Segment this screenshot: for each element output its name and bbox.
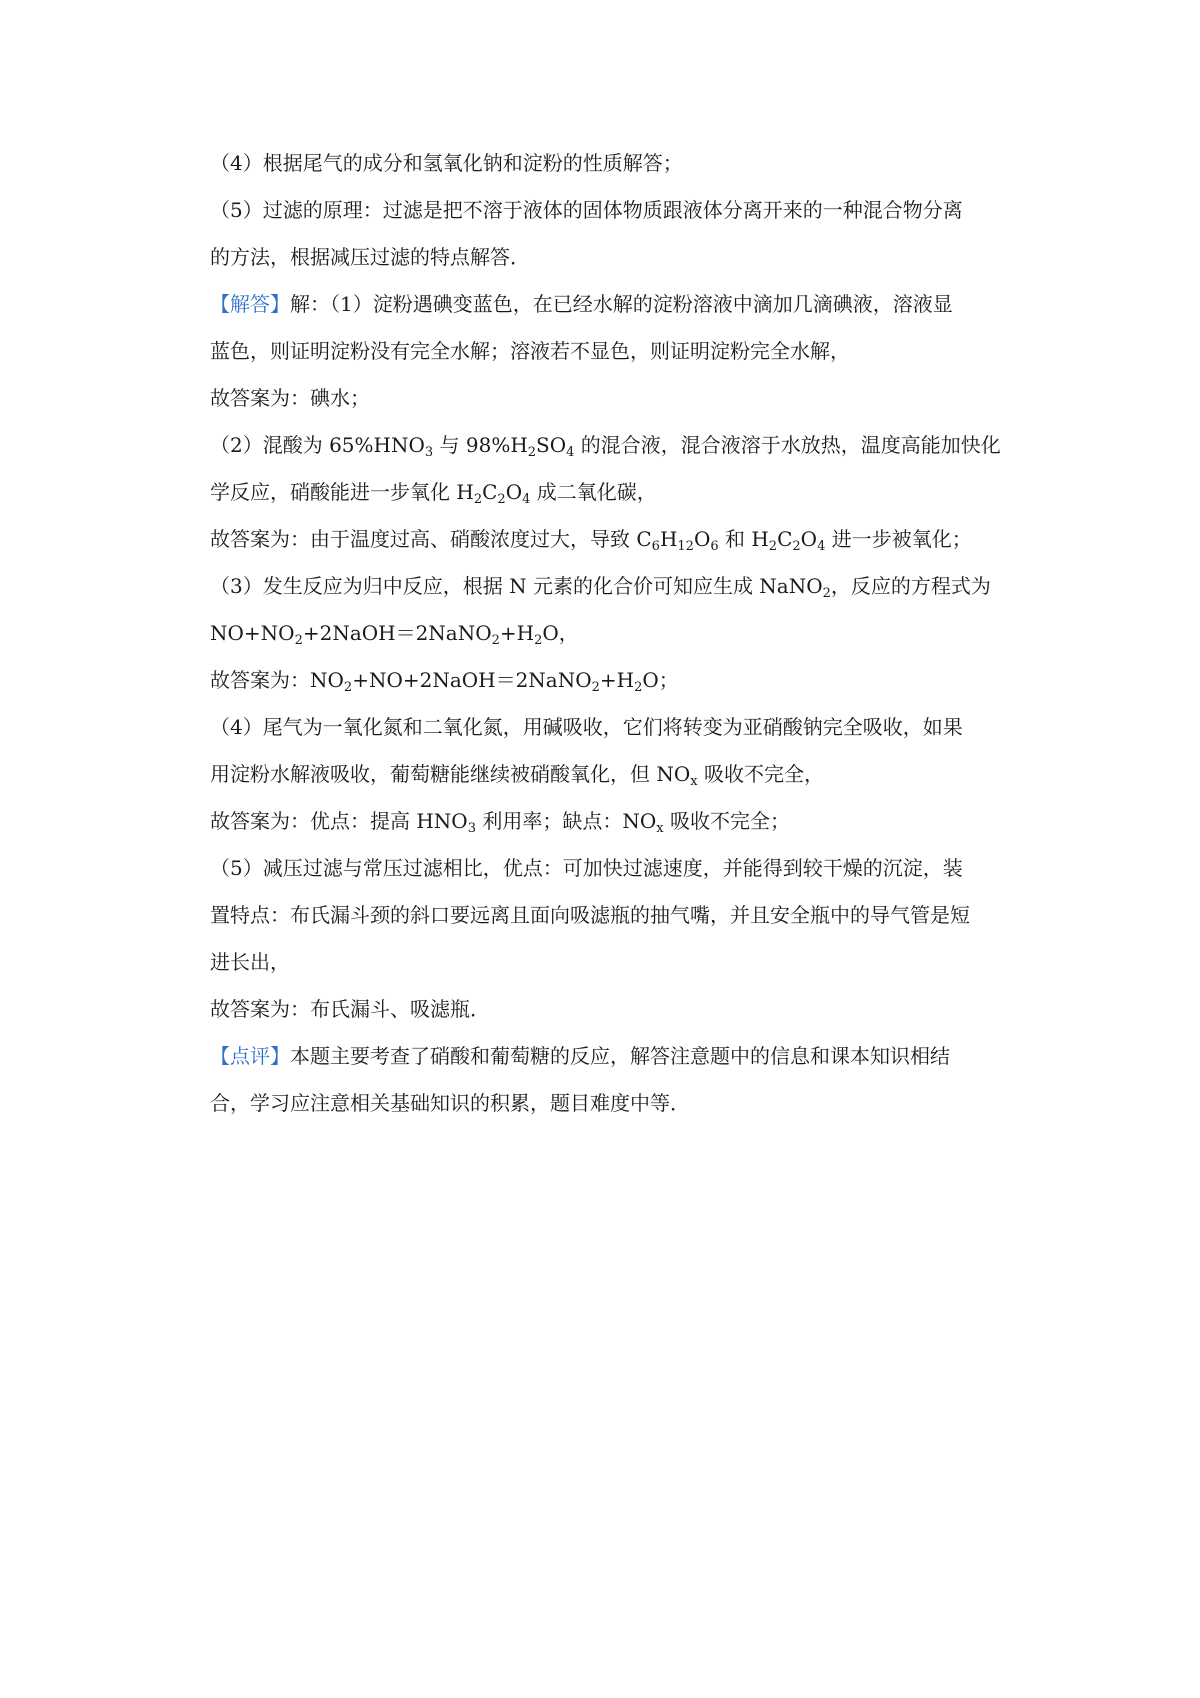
- text-line: [210, 338, 1040, 364]
- text-segment: 学反应，硝酸能进一步氧化 H: [210, 480, 474, 504]
- text-line: [210, 855, 1040, 881]
- text-segment: O，: [542, 621, 579, 645]
- text-line: [210, 291, 1040, 317]
- text-segment: ，反应的方程式为: [830, 574, 991, 598]
- text-segment: SO: [536, 433, 567, 457]
- subscript: 12: [677, 539, 694, 552]
- subscript: 2: [343, 680, 353, 693]
- text-segment: 成二氧化碳，: [530, 480, 657, 504]
- text-line: [210, 1043, 1040, 1069]
- subscript: 4: [522, 492, 531, 505]
- text-segment: +NO+2NaOH＝2NaNO: [352, 668, 592, 692]
- text-segment: （4）尾气为一氧化氮和二氧化氮，用碱吸收，它们将转变为亚硝酸钠完全吸收，如果: [210, 715, 963, 739]
- subscript: 3: [424, 445, 434, 458]
- subscript: 2: [294, 633, 303, 646]
- text-segment: 故答案为：NO: [210, 668, 344, 692]
- text-segment: 的混合液，混合液溶于水放热，温度高能加快化: [574, 433, 1001, 457]
- text-segment: （5）减压过滤与常压过滤相比，优点：可加快过滤速度，并能得到较干燥的沉淀，装: [210, 856, 963, 880]
- text-segment: C: [777, 527, 793, 551]
- subscript: 2: [534, 633, 543, 646]
- subscript: 6: [651, 539, 660, 552]
- subscript: x: [656, 821, 664, 834]
- text-segment: 故答案为：优点：提高 HNO: [210, 809, 468, 833]
- subscript: 2: [768, 539, 778, 552]
- text-line: [210, 432, 1040, 458]
- text-segment: 用淀粉水解液吸收，葡萄糖能继续被硝酸氧化，但 NO: [210, 762, 691, 786]
- text-line: [210, 479, 1040, 505]
- text-segment: H: [659, 527, 678, 551]
- text-segment: +H: [599, 668, 635, 692]
- text-line: [210, 761, 1040, 787]
- text-segment: 进一步被氧化；: [825, 527, 972, 551]
- text-segment: NO+NO: [210, 621, 295, 645]
- text-segment: 故答案为：碘水；: [210, 386, 370, 410]
- text-line: [210, 949, 1040, 975]
- subscript: 3: [467, 821, 476, 834]
- subscript: 2: [491, 633, 500, 646]
- text-segment: 进长出，: [210, 950, 290, 974]
- subscript: 2: [527, 445, 537, 458]
- text-line: [210, 620, 1040, 646]
- text-segment: O: [693, 527, 711, 551]
- text-line: [210, 526, 1040, 552]
- text-line: [210, 197, 1040, 223]
- text-segment: （3）发生反应为归中反应，根据 N 元素的化合价可知应生成 NaNO: [210, 574, 823, 598]
- section-tag: 【解答】: [210, 292, 290, 316]
- text-line: [210, 1090, 1040, 1116]
- text-line: [210, 573, 1040, 599]
- text-line: [210, 996, 1040, 1022]
- text-segment: 置特点：布氏漏斗颈的斜口要远离且面向吸滤瓶的抽气嘴，并且安全瓶中的导气管是短: [210, 903, 970, 927]
- subscript: 2: [591, 680, 600, 693]
- subscript: 4: [817, 539, 826, 552]
- text-segment: 故答案为：布氏漏斗、吸滤瓶．: [210, 997, 490, 1021]
- text-line: [210, 808, 1040, 834]
- subscript: x: [690, 774, 698, 787]
- text-segment: 吸收不完全；: [663, 809, 790, 833]
- subscript: 4: [566, 445, 575, 458]
- subscript: 2: [634, 680, 643, 693]
- text-line: [210, 385, 1040, 411]
- text-segment: 合，学习应注意相关基础知识的积累，题目难度中等．: [210, 1091, 690, 1115]
- section-tag: 【点评】: [210, 1044, 290, 1068]
- text-line: [210, 244, 1040, 270]
- text-segment: （5）过滤的原理：过滤是把不溶于液体的固体物质跟液体分离开来的一种混合物分离: [210, 198, 963, 222]
- text-segment: +H: [499, 621, 535, 645]
- text-segment: 蓝色，则证明淀粉没有完全水解；溶液若不显色，则证明淀粉完全水解，: [210, 339, 850, 363]
- text-segment: 吸收不完全，: [697, 762, 824, 786]
- document-page: [210, 150, 1040, 1137]
- text-segment: C: [482, 480, 498, 504]
- text-segment: （2）混酸为 65%HNO: [210, 433, 425, 457]
- text-segment: O: [800, 527, 818, 551]
- text-segment: 的方法，根据减压过滤的特点解答．: [210, 245, 530, 269]
- text-line: [210, 902, 1040, 928]
- subscript: 2: [473, 492, 483, 505]
- text-segment: 与 98%H: [433, 433, 528, 457]
- text-segment: 解：（1）淀粉遇碘变蓝色，在已经水解的淀粉溶液中滴加几滴碘液，溶液显: [290, 292, 953, 316]
- text-segment: 本题主要考查了硝酸和葡萄糖的反应，解答注意题中的信息和课本知识相结: [290, 1044, 950, 1068]
- subscript: 6: [710, 539, 719, 552]
- text-segment: O: [505, 480, 523, 504]
- text-line: [210, 667, 1040, 693]
- text-line: [210, 714, 1040, 740]
- text-segment: 利用率；缺点：NO: [475, 809, 657, 833]
- text-segment: +2NaOH＝2NaNO: [302, 621, 492, 645]
- subscript: 2: [822, 586, 831, 599]
- subscript: 2: [497, 492, 506, 505]
- text-segment: O；: [642, 668, 679, 692]
- text-segment: 和 H: [718, 527, 769, 551]
- subscript: 2: [792, 539, 801, 552]
- text-segment: （4）根据尾气的成分和氢氧化钠和淀粉的性质解答；: [210, 151, 683, 175]
- text-line: [210, 150, 1040, 176]
- text-segment: 故答案为：由于温度过高、硝酸浓度过大，导致 C: [210, 527, 652, 551]
